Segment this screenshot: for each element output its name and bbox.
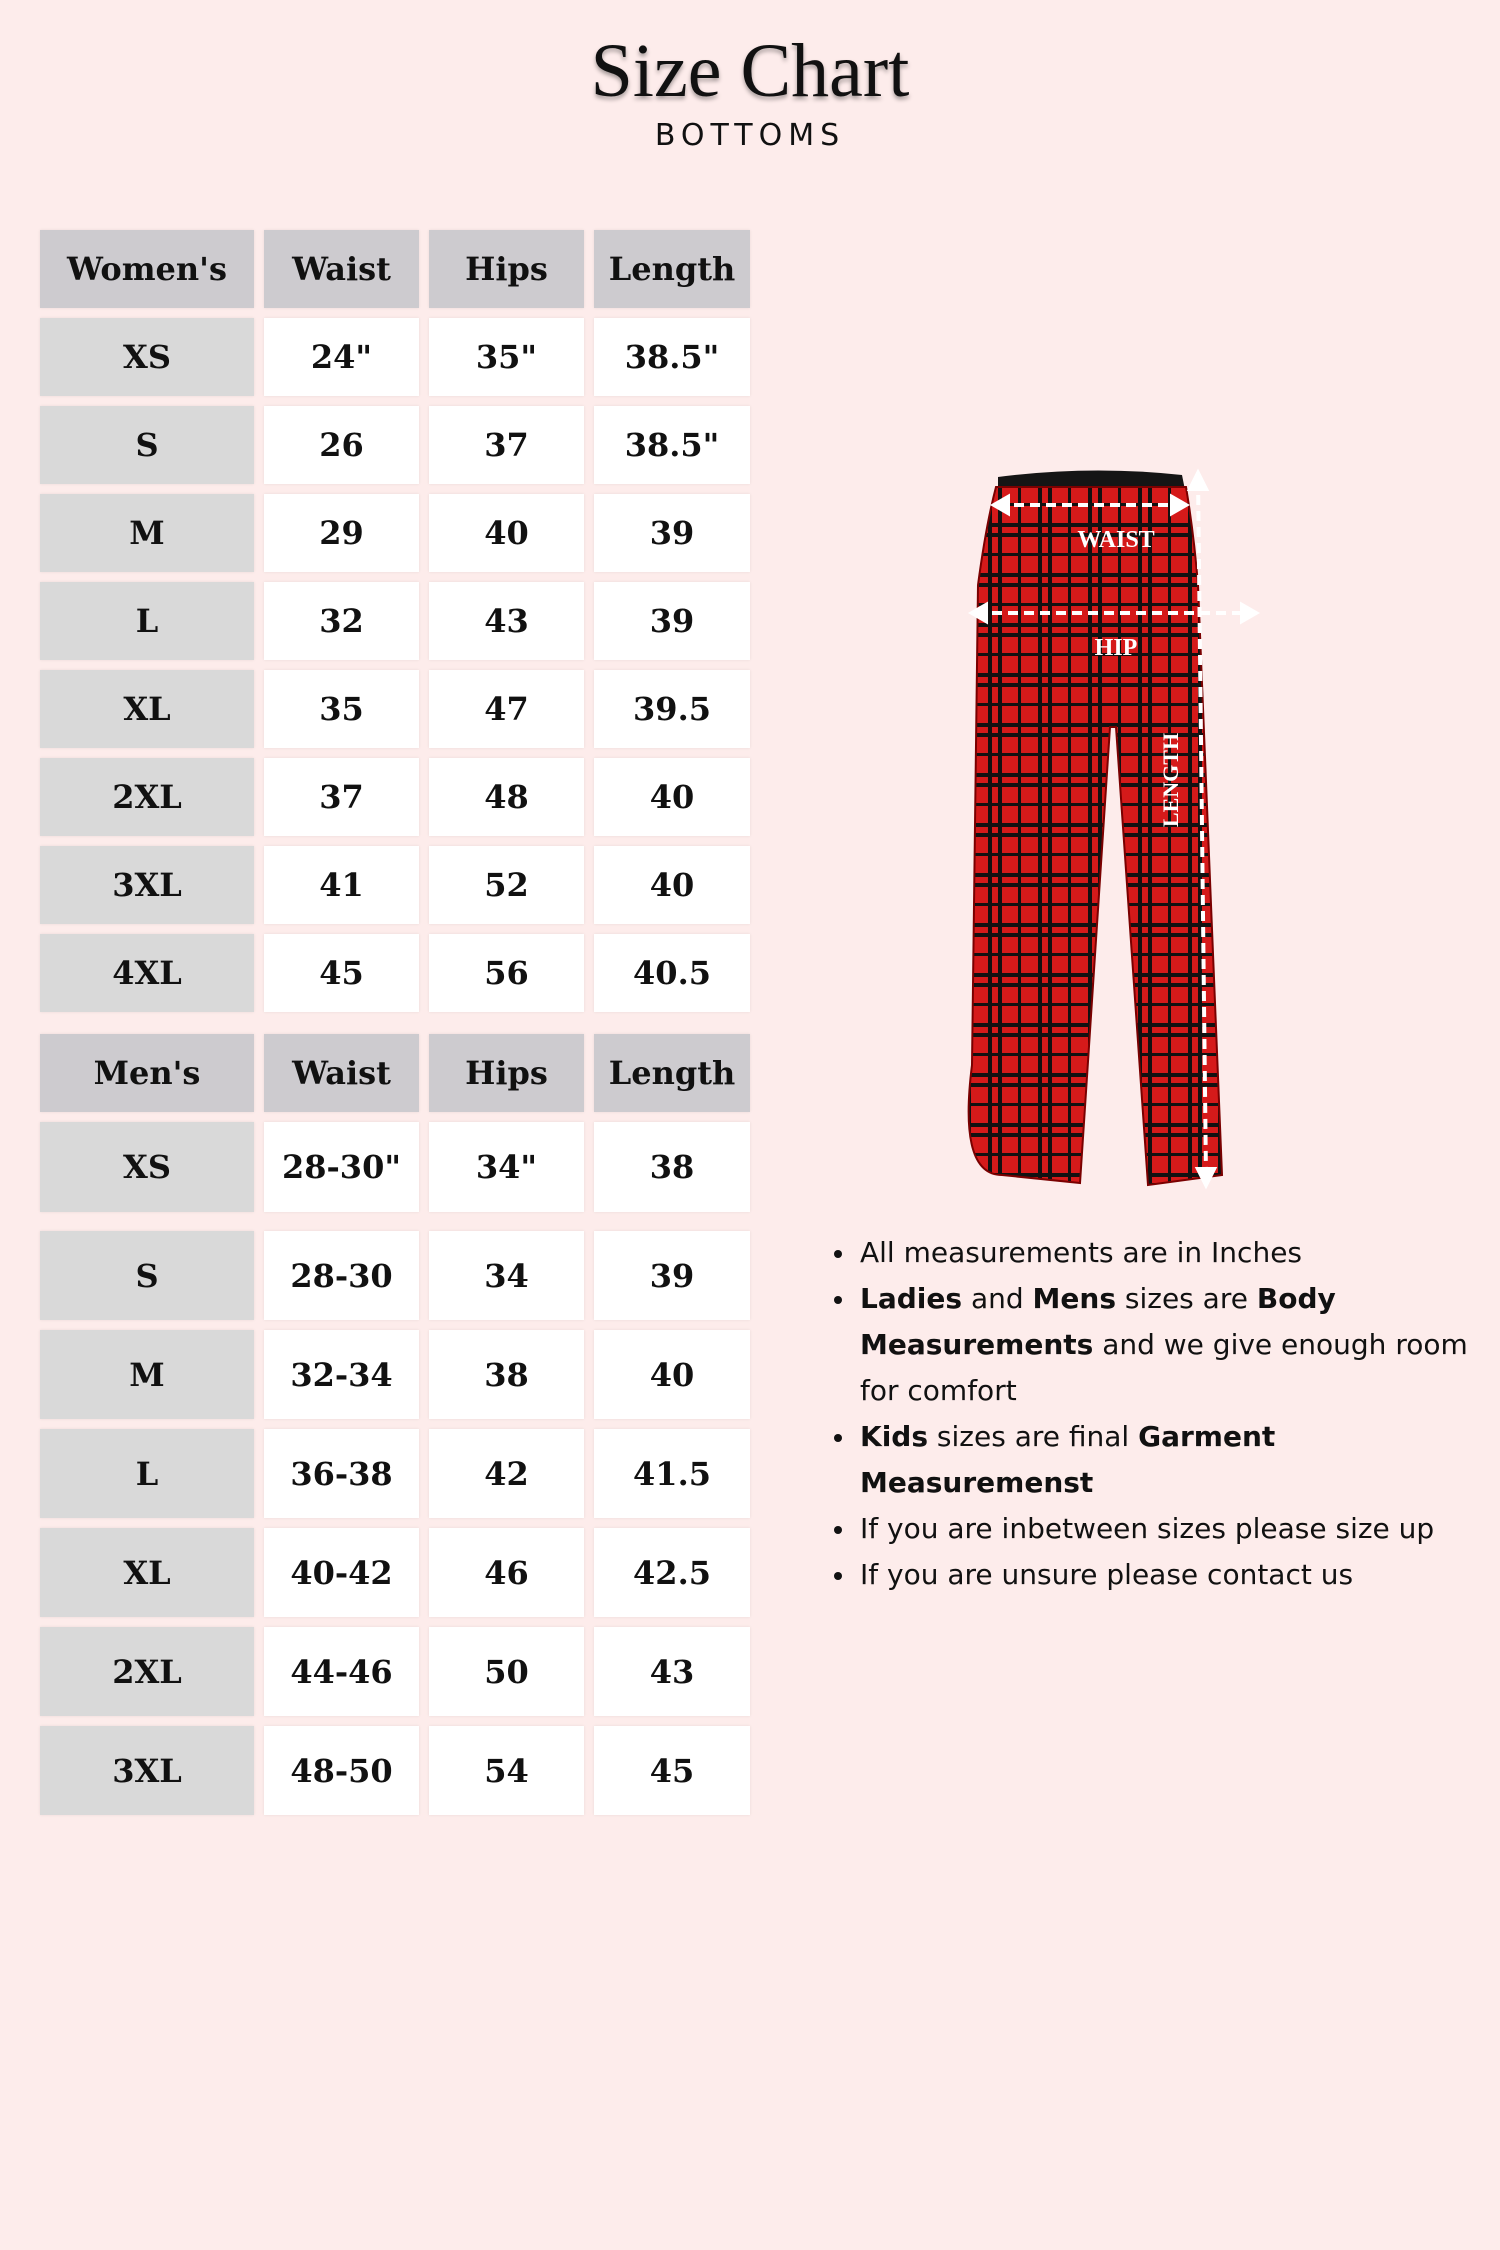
length-cell: 39 [594, 494, 750, 572]
hips-cell: 50 [429, 1627, 584, 1716]
size-cell: XS [40, 1122, 254, 1212]
size-cell: M [40, 494, 254, 572]
size-cell: S [40, 406, 254, 484]
table-row [40, 1627, 750, 1716]
note-text: and [962, 1282, 1033, 1315]
size-cell: L [40, 1429, 254, 1518]
hips-cell: 43 [429, 582, 584, 660]
length-cell: 42.5 [594, 1528, 750, 1617]
note-bold: Body Measurements [860, 1282, 1336, 1361]
table-row [40, 1231, 750, 1320]
waist-cell: 28-30 [264, 1231, 419, 1320]
hips-cell: 42 [429, 1429, 584, 1518]
waist-cell: 48-50 [264, 1726, 419, 1815]
length-cell: 40 [594, 1330, 750, 1419]
note-text: If you are unsure please contact us [860, 1558, 1354, 1591]
table-header-row [40, 230, 750, 308]
pants-diagram [930, 465, 1300, 1195]
size-cell: L [40, 582, 254, 660]
table-header-row [40, 1034, 750, 1112]
table-row [40, 1122, 750, 1212]
hips-cell: 52 [429, 846, 584, 924]
table-row [40, 670, 750, 748]
size-cell: XL [40, 670, 254, 748]
size-cell: 2XL [40, 1627, 254, 1716]
note-text: If you are inbetween sizes please size up [860, 1512, 1435, 1545]
length-cell: 43 [594, 1627, 750, 1716]
waist-cell: 24" [264, 318, 419, 396]
note-text: sizes are final [928, 1420, 1139, 1453]
hips-cell: 40 [429, 494, 584, 572]
waist-cell: 36-38 [264, 1429, 419, 1518]
header-cell-hips: Hips [429, 230, 584, 308]
list-item [860, 1230, 1500, 1276]
table-row [40, 1528, 750, 1617]
table-row [40, 406, 750, 484]
page-subtitle: BOTTOMS [654, 118, 846, 153]
length-cell: 38.5" [594, 318, 750, 396]
table-row [40, 582, 750, 660]
header-cell-length: Length [594, 1034, 750, 1112]
waist-cell: 28-30" [264, 1122, 419, 1212]
hips-cell: 54 [429, 1726, 584, 1815]
length-cell: 39 [594, 582, 750, 660]
table-row [40, 846, 750, 924]
header-cell-waist: Waist [264, 230, 419, 308]
header-cell-hips: Hips [429, 1034, 584, 1112]
note-bold: Garment Measuremenst [860, 1420, 1276, 1499]
pants-shape [969, 487, 1222, 1185]
hips-cell: 34 [429, 1231, 584, 1320]
size-cell: 4XL [40, 934, 254, 1012]
waist-cell: 26 [264, 406, 419, 484]
header-cell-category: Men's [40, 1034, 254, 1112]
waist-label: WAIST [1077, 527, 1155, 553]
length-cell: 39.5 [594, 670, 750, 748]
note-bold: Mens [1032, 1282, 1116, 1315]
list-item [860, 1414, 1500, 1506]
size-cell: 3XL [40, 846, 254, 924]
hips-cell: 47 [429, 670, 584, 748]
note-text: sizes are [1115, 1282, 1257, 1315]
waist-cell: 45 [264, 934, 419, 1012]
hips-cell: 35" [429, 318, 584, 396]
list-item [860, 1552, 1500, 1598]
length-cell: 40.5 [594, 934, 750, 1012]
length-cell: 39 [594, 1231, 750, 1320]
waist-cell: 44-46 [264, 1627, 419, 1716]
length-cell: 38.5" [594, 406, 750, 484]
note-bold: Ladies [860, 1282, 963, 1315]
waist-cell: 41 [264, 846, 419, 924]
size-cell: XS [40, 318, 254, 396]
note-bold: Kids [860, 1420, 929, 1453]
hips-cell: 38 [429, 1330, 584, 1419]
table-row [40, 758, 750, 836]
header-cell-waist: Waist [264, 1034, 419, 1112]
length-cell: 38 [594, 1122, 750, 1212]
waist-cell: 32-34 [264, 1330, 419, 1419]
waist-cell: 37 [264, 758, 419, 836]
notes-list [830, 1230, 1500, 1598]
size-cell: 2XL [40, 758, 254, 836]
list-item [860, 1276, 1500, 1414]
table-row [40, 1726, 750, 1815]
list-item [860, 1506, 1500, 1552]
header-cell-category: Women's [40, 230, 254, 308]
page-title: Size Chart [590, 29, 910, 113]
size-cell: S [40, 1231, 254, 1320]
hips-cell: 48 [429, 758, 584, 836]
hips-cell: 46 [429, 1528, 584, 1617]
length-label: LENGTH [1158, 732, 1183, 828]
waist-cell: 40-42 [264, 1528, 419, 1617]
hip-label: HIP [1094, 635, 1138, 661]
hips-cell: 34" [429, 1122, 584, 1212]
length-cell: 41.5 [594, 1429, 750, 1518]
waist-cell: 35 [264, 670, 419, 748]
waist-cell: 32 [264, 582, 419, 660]
size-cell: 3XL [40, 1726, 254, 1815]
header-cell-length: Length [594, 230, 750, 308]
note-text: All measurements are in Inches [860, 1236, 1303, 1269]
size-cell: M [40, 1330, 254, 1419]
table-row [40, 1330, 750, 1419]
waist-cell: 29 [264, 494, 419, 572]
table-row [40, 494, 750, 572]
table-row [40, 1429, 750, 1518]
table-row [40, 934, 750, 1012]
length-cell: 45 [594, 1726, 750, 1815]
hips-cell: 37 [429, 406, 584, 484]
table-row [40, 318, 750, 396]
length-cell: 40 [594, 758, 750, 836]
size-cell: XL [40, 1528, 254, 1617]
hips-cell: 56 [429, 934, 584, 1012]
length-cell: 40 [594, 846, 750, 924]
note-text: and we give enough room for comfort [860, 1328, 1468, 1407]
